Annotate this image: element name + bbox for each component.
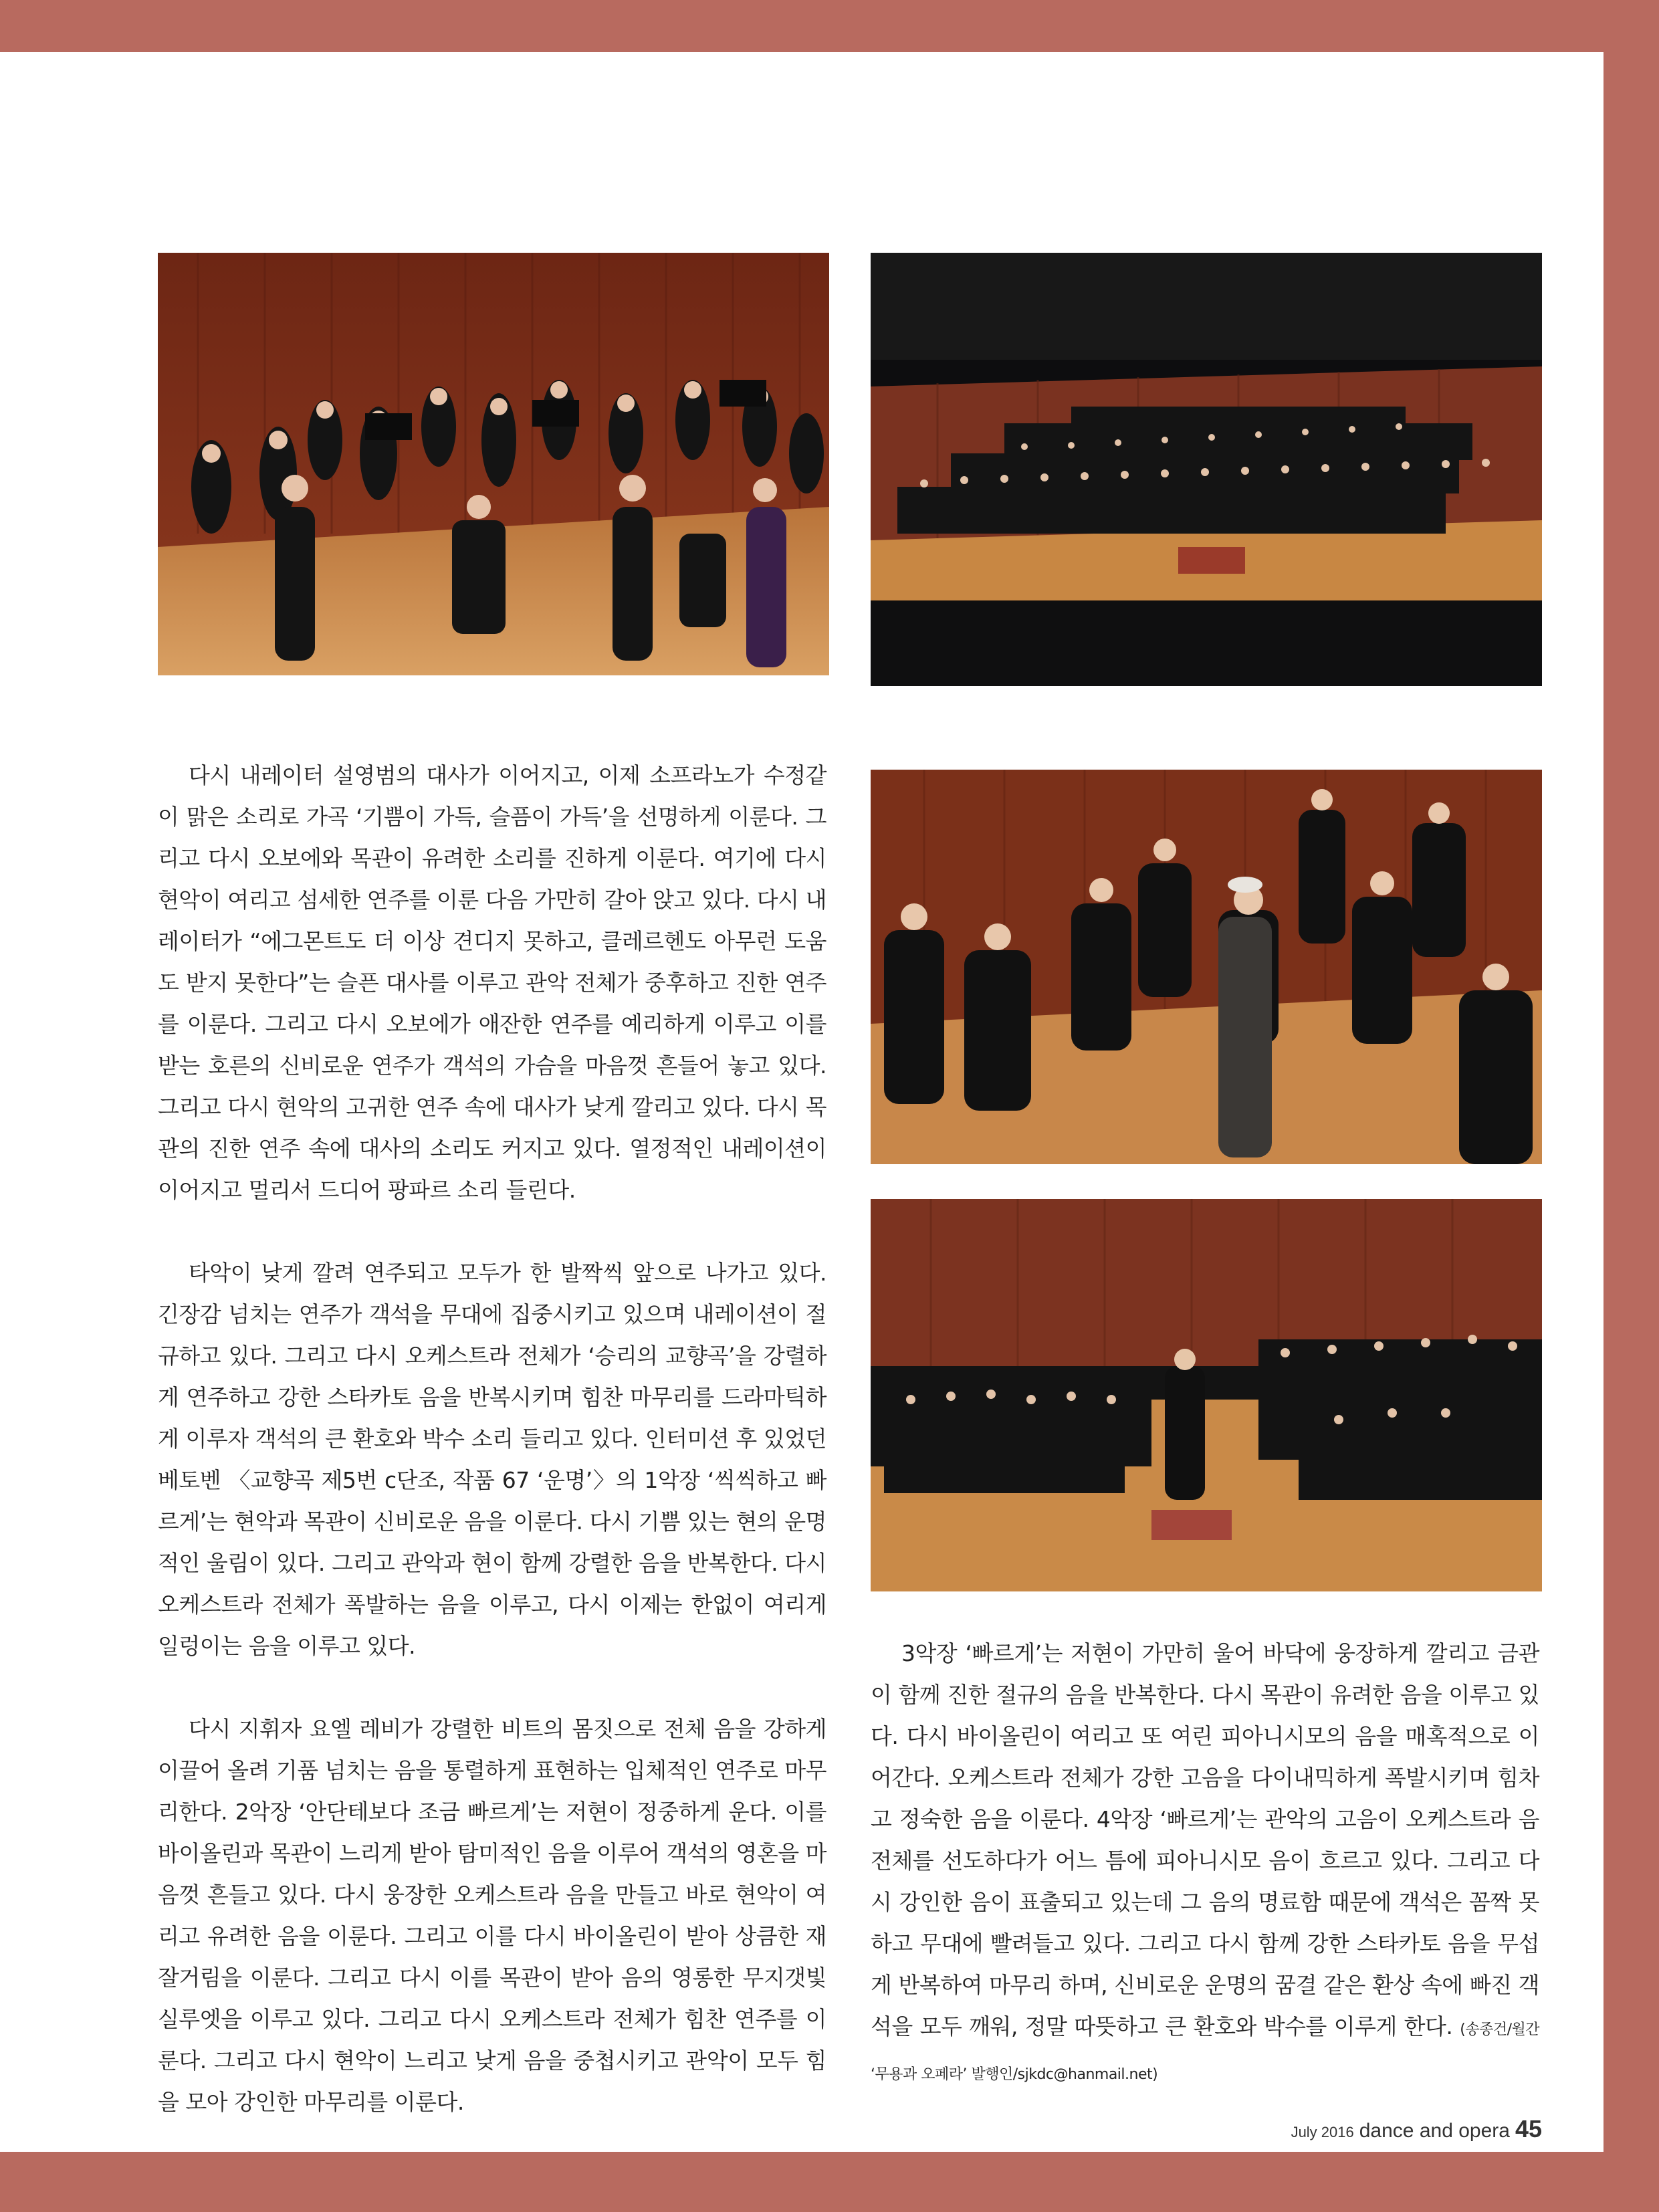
left-text-column bbox=[158, 755, 826, 2123]
page-folio bbox=[1291, 2115, 1542, 2143]
photo-soloists-bow bbox=[158, 253, 829, 675]
paragraph-symphony-first-movement: 타악이 낮게 깔려 연주되고 모두가 한 발짝씩 앞으로 나가고 있다. 긴장감 넘치는 연주가 객석을 무대에 집중시키고 있으며 내레이션이 절규하고 있다. 그리고 다시 오케스트라 전체가 ‘승리의 교향곡’을 강렬하게 연주하고 강한 스타카토 음을 반복시키며 힘찬 마무리를 드라마틱하게 이루자 객석의 큰 환호와 박수 소리 들리고 있다. 인터미션 후 있었던 베토벤 〈교향곡 제5번 c단조, 작품 67 ‘운명’〉의 1악장 ‘씩씩하고 빠르게’는 현악과 목관이 신비로운 음을 이룬다. 다시 기쁨 있는 현의 운명적인 울림이 있다. 그리고 관악과 현이 함께 강렬한 음을 반복한다. 다시 오케스트라 전체가 폭발하는 음을 이루고, 다시 이제는 한없이 여리게 일렁이는 음을 이루고 있다. bbox=[158, 1260, 826, 1659]
paragraph-second-movement: 다시 지휘자 요엘 레비가 강렬한 비트의 몸짓으로 전체 음을 강하게 이끌어 올려 기품 넘치는 음을 통렬하게 표현하는 입체적인 연주로 마무리한다. 2악장 ‘안단테보다 조금 빠르게’는 저현이 정중하게 운다. 이를 바이올린과 목관이 느리게 받아 탐미적인 음을 이루어 객석의 영혼을 마음껏 흔들고 있다. 다시 웅장한 오케스트라 음을 만들고 바로 현악이 여리고 유려한 음을 이룬다. 그리고 이를 다시 바이올린이 받아 상큼한 재잘거림을 이룬다. 그리고 다시 이를 목관이 받아 음의 영롱한 무지갯빛 실루엣을 이루고 있다. 그리고 다시 오케스트라 전체가 힘찬 연주를 이룬다. 그리고 다시 현악이 느리고 낮게 음을 중첩시키고 관악이 모두 힘을 모아 강인한 마무리를 이룬다. bbox=[158, 1716, 826, 2115]
author-credit: (송종건/월간 ‘무용과 오페라’ 발행인/sjkdc@hanmail.net) bbox=[871, 2021, 1539, 2083]
photo-full-orchestra-stage bbox=[871, 253, 1542, 686]
photo-narrator-violins bbox=[871, 770, 1542, 1164]
page-number: 45 bbox=[1515, 2115, 1542, 2142]
photo-conductor-orchestra bbox=[871, 1199, 1542, 1591]
paragraph-narrator-soprano: 다시 내레이터 설영범의 대사가 이어지고, 이제 소프라노가 수정같이 맑은 소리로 가곡 ‘기쁨이 가득, 슬픔이 가득’을 선명하게 이룬다. 그리고 다시 오보에와 목관이 유려한 소리를 진하게 이룬다. 여기에 다시 현악이 여리고 섬세한 연주를 이룬 다음 가만히 갈아 앉고 있다. 다시 내레이터가 “에그몬트도 더 이상 견디지 못하고, 클레르헨도 아무런 도움도 받지 못한다”는 슬픈 대사를 이루고 관악 전체가 중후하고 진한 연주를 이룬다. 그리고 다시 오보에가 애잔한 연주를 예리하게 이루고 이를 받는 호른의 신비로운 연주가 객석의 가슴을 마음껏 흔들어 놓고 있다. 그리고 다시 현악의 고귀한 연주 속에 대사가 낮게 깔리고 있다. 다시 목관의 진한 연주 속에 대사의 소리도 커지고 있다. 열정적인 내레이션이 이어지고 멀리서 드디어 팡파르 소리 들린다. bbox=[158, 762, 826, 1203]
paragraph-third-fourth-movement bbox=[871, 1633, 1539, 2096]
right-text-column bbox=[871, 1633, 1539, 2096]
magazine-name: dance and opera bbox=[1359, 2120, 1510, 2142]
paragraph-text: 3악장 ‘빠르게’는 저현이 가만히 울어 바닥에 웅장하게 깔리고 금관이 함께 진한 절규의 음을 반복한다. 다시 목관이 유려한 음을 이루고 있다. 다시 바이올린이 여리고 또 여린 피아니시모의 음을 매혹적으로 이어간다. 오케스트라 전체가 강한 고음을 다이내믹하게 폭발시키며 힘차고 정숙한 음을 이룬다. 4악장 ‘빠르게’는 관악의 고음이 오케스트라 음 전체를 선도하다가 어느 틈에 피아니시모 음이 흐르고 있다. 그리고 다시 강인한 음이 표출되고 있는데 그 음의 명료함 때문에 객석은 꼼짝 못하고 무대에 빨려들고 있다. 그리고 다시 함께 강한 스타카토 음을 무섭게 반복하여 마무리 하며, 신비로운 운명의 꿈결 같은 환상 속에 빠진 객석을 모두 깨워, 정말 따뜻하고 큰 환호와 박수를 이루게 한다. bbox=[871, 1640, 1539, 2039]
magazine-page bbox=[0, 52, 1603, 2152]
issue-date: July 2016 bbox=[1291, 2124, 1354, 2140]
